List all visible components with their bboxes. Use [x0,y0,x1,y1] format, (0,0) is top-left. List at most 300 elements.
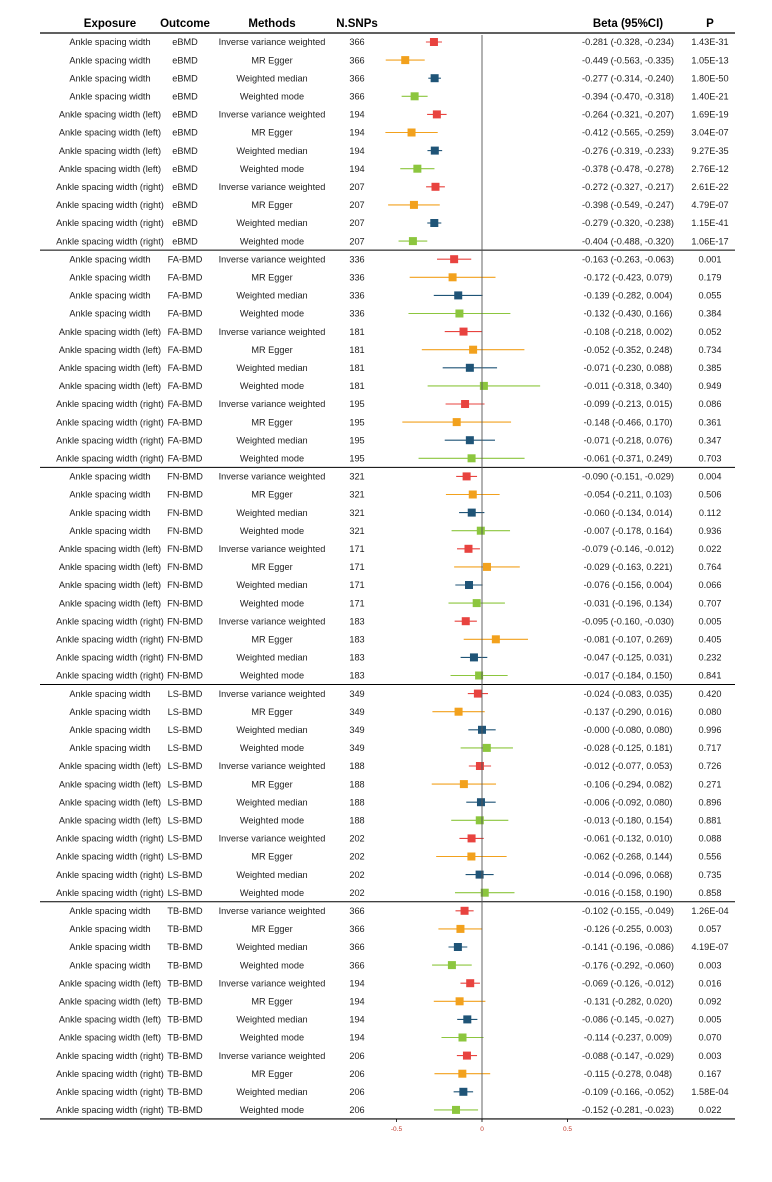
outcome-cell: FA-BMD [167,381,203,392]
method-cell: Weighted mode [239,163,305,174]
point-estimate [458,1070,466,1078]
point-estimate [468,834,476,842]
nsnps-cell: 194 [349,163,365,174]
nsnps-cell: 321 [349,525,365,536]
outcome-cell: TB-BMD [167,1014,203,1025]
beta-ci-cell: -0.024 (-0.083, 0.035) [583,688,673,699]
estimate-mark [428,74,441,82]
exposure-cell: Ankle spacing width (left) [58,163,162,174]
beta-ci-cell: -0.031 (-0.196, 0.134) [583,598,673,609]
p-value-cell: 0.092 [698,996,722,1007]
nsnps-cell: 171 [349,562,365,573]
point-estimate [476,762,484,770]
p-value-cell: 0.405 [698,634,722,645]
method-cell: MR Egger [251,562,293,573]
outcome-cell: FN-BMD [167,544,203,554]
nsnps-cell: 195 [349,417,365,428]
outcome-cell: FA-BMD [167,417,203,428]
beta-ci-cell: -0.172 (-0.423, 0.079) [583,272,673,283]
exposure-cell: Ankle spacing width (left) [58,326,162,337]
beta-ci-cell: -0.061 (-0.132, 0.010) [583,833,673,844]
p-value-cell: 1.80E-50 [691,73,729,84]
table-row [69,37,728,47]
point-estimate [409,237,417,245]
beta-ci-cell: -0.394 (-0.470, -0.318) [582,91,674,102]
exposure-cell: Ankle spacing width [69,272,151,283]
exposure-cell: Ankle spacing width [69,525,151,536]
table-row [69,508,721,518]
nsnps-cell: 195 [349,435,365,446]
outcome-cell: TB-BMD [167,906,203,916]
p-value-cell: 1.40E-21 [691,91,729,102]
nsnps-cell: 194 [349,1014,365,1025]
method-cell: Inverse variance weighted [218,616,326,627]
p-value-cell: 0.361 [698,417,722,428]
estimate-mark [460,979,479,987]
estimate-mark [432,708,484,716]
table-row [59,544,722,554]
table-row [59,978,722,988]
method-cell: Weighted mode [239,815,305,826]
beta-ci-cell: -0.028 (-0.125, 0.181) [583,743,673,754]
outcome-cell: LS-BMD [167,833,203,844]
beta-ci-cell: -0.109 (-0.166, -0.052) [582,1087,674,1097]
beta-ci-cell: -0.071 (-0.218, 0.076) [583,435,673,446]
point-estimate [459,1034,467,1042]
nsnps-cell: 321 [349,471,365,482]
method-cell: Inverse variance weighted [218,326,326,337]
method-cell: Weighted median [236,1087,308,1097]
exposure-cell: Ankle spacing width [69,73,151,84]
beta-ci-cell: -0.076 (-0.156, 0.004) [583,580,673,591]
point-estimate [470,653,478,661]
method-cell: Inverse variance weighted [218,182,326,192]
method-cell: Weighted median [236,507,308,518]
outcome-cell: LS-BMD [167,797,203,808]
point-estimate [468,509,476,517]
point-estimate [468,454,476,462]
exposure-cell: Ankle spacing width (left) [58,598,162,609]
p-value-cell: 0.003 [698,960,722,971]
exposure-cell: Ankle spacing width [69,725,151,735]
estimate-mark [455,617,477,625]
table-row [56,1105,721,1115]
table-row [56,399,721,409]
outcome-cell: eBMD [172,145,198,156]
method-cell: Inverse variance weighted [218,761,326,772]
x-tick-label: -0.5 [390,1125,403,1133]
p-value-cell: 0.005 [698,616,722,627]
p-value-cell: 0.088 [698,833,722,844]
estimate-mark [455,907,473,915]
p-value-cell: 0.764 [698,562,722,573]
method-cell: Weighted mode [239,1105,305,1116]
beta-ci-cell: -0.378 (-0.478, -0.278) [582,163,674,174]
p-value-cell: 0.707 [698,598,722,609]
point-estimate [430,38,438,46]
estimate-mark [419,454,525,462]
p-value-cell: 0.167 [698,1068,722,1079]
table-rows [40,37,735,1119]
estimate-mark [446,491,500,499]
point-estimate [431,147,439,155]
nsnps-cell: 349 [349,743,365,754]
nsnps-cell: 183 [349,616,365,627]
nsnps-cell: 206 [349,1087,365,1097]
nsnps-cell: 181 [349,363,365,373]
p-value-cell: 9.27E-35 [691,145,729,156]
estimate-mark [434,1106,478,1114]
nsnps-cell: 349 [349,725,365,735]
beta-ci-cell: -0.106 (-0.294, 0.082) [583,779,673,790]
nsnps-cell: 202 [349,887,365,898]
beta-ci-cell: -0.141 (-0.196, -0.086) [582,942,674,953]
nsnps-cell: 366 [349,960,365,971]
outcome-cell: eBMD [172,182,198,192]
outcome-cell: eBMD [172,127,198,138]
outcome-cell: TB-BMD [167,978,203,989]
nsnps-cell: 207 [349,218,365,229]
outcome-cell: FA-BMD [167,290,203,301]
nsnps-cell: 206 [349,1050,365,1061]
beta-ci-cell: -0.006 (-0.092, 0.080) [583,797,673,808]
point-estimate [433,110,441,118]
point-estimate [460,328,468,336]
exposure-cell: Ankle spacing width [69,37,151,48]
p-value-cell: 0.420 [698,688,722,699]
method-cell: Inverse variance weighted [218,254,326,265]
estimate-mark [457,545,480,553]
beta-ci-cell: -0.014 (-0.096, 0.068) [583,869,673,880]
table-row [59,562,722,572]
estimate-mark [427,219,441,227]
outcome-cell: eBMD [172,236,198,247]
table-row [69,924,721,934]
beta-ci-cell: -0.281 (-0.328, -0.234) [582,37,674,48]
estimate-mark [446,400,485,408]
beta-ci-cell: -0.163 (-0.263, -0.063) [582,254,674,265]
estimate-mark [468,690,488,698]
exposure-cell: Ankle spacing width [69,942,151,953]
beta-ci-cell: -0.132 (-0.430, 0.166) [583,308,673,319]
method-cell: Weighted median [236,652,308,663]
point-estimate [460,780,468,788]
p-value-cell: 0.001 [698,254,722,265]
p-value-cell: 1.58E-04 [691,1087,729,1097]
p-value-cell: 0.016 [698,978,722,989]
method-cell: MR Egger [251,489,293,500]
nsnps-cell: 188 [349,761,365,772]
table-row [59,1015,722,1025]
method-cell: MR Egger [251,272,293,283]
p-value-cell: 0.385 [698,363,722,373]
plot-marks [385,35,540,1119]
table-row [56,236,729,246]
table-row [56,671,721,681]
exposure-cell: Ankle spacing width (right) [56,851,164,862]
beta-ci-cell: -0.062 (-0.268, 0.144) [583,851,673,862]
p-value-cell: 0.735 [698,869,722,880]
outcome-cell: TB-BMD [167,1068,203,1079]
table-row [56,870,721,880]
table-row [59,110,729,120]
exposure-cell: Ankle spacing width [69,254,151,265]
exposure-cell: Ankle spacing width (left) [58,562,162,573]
table-row [69,526,721,536]
p-value-cell: 0.347 [698,435,722,446]
outcome-cell: FN-BMD [167,670,203,681]
p-value-cell: 2.76E-12 [691,163,729,174]
header-exposure: Exposure [83,18,137,30]
table-row [69,92,728,102]
method-cell: Inverse variance weighted [218,109,326,120]
p-value-cell: 1.26E-04 [691,906,729,916]
outcome-cell: TB-BMD [167,1105,203,1116]
outcome-cell: eBMD [172,91,198,102]
method-cell: MR Egger [251,851,293,862]
exposure-cell: Ankle spacing width (right) [56,218,164,229]
p-value-cell: 0.232 [698,652,722,663]
method-cell: MR Egger [251,996,293,1007]
p-value-cell: 0.086 [698,399,722,410]
beta-ci-cell: -0.090 (-0.151, -0.029) [582,471,674,482]
exposure-cell: Ankle spacing width (left) [58,779,162,790]
p-value-cell: 0.022 [698,544,722,554]
point-estimate [453,418,461,426]
point-estimate [456,925,464,933]
table-row [69,309,721,319]
method-cell: MR Egger [251,127,293,138]
table-row [59,345,722,355]
exposure-cell: Ankle spacing width (left) [58,1014,162,1025]
point-estimate [462,617,470,625]
outcome-cell: FN-BMD [167,616,203,627]
beta-ci-cell: -0.279 (-0.320, -0.238) [582,218,674,229]
beta-ci-cell: -0.412 (-0.565, -0.259) [582,127,674,138]
estimate-mark [402,418,511,426]
beta-ci-cell: -0.264 (-0.321, -0.207) [582,109,674,120]
table-row [56,834,721,844]
method-cell: Inverse variance weighted [218,37,326,48]
table-row [69,273,721,283]
beta-ci-cell: -0.017 (-0.184, 0.150) [583,670,673,681]
beta-ci-cell: -0.047 (-0.125, 0.031) [583,652,673,663]
beta-ci-cell: -0.012 (-0.077, 0.053) [583,761,673,772]
nsnps-cell: 206 [349,1105,365,1116]
outcome-cell: eBMD [172,55,198,66]
exposure-cell: Ankle spacing width (right) [56,453,164,464]
nsnps-cell: 171 [349,580,365,591]
method-cell: Weighted mode [239,743,305,754]
outcome-cell: LS-BMD [167,815,203,826]
nsnps-cell: 195 [349,399,365,410]
nsnps-cell: 194 [349,109,365,120]
exposure-cell: Ankle spacing width (left) [58,761,162,772]
method-cell: MR Egger [251,779,293,790]
outcome-cell: TB-BMD [167,1032,203,1043]
estimate-mark [443,364,497,372]
point-estimate [452,1106,460,1114]
table-row [69,490,721,500]
point-estimate [431,74,439,82]
point-estimate [449,273,457,281]
estimate-mark [459,509,484,517]
p-value-cell: 0.022 [698,1105,722,1116]
nsnps-cell: 366 [349,37,365,48]
header-beta-ci: Beta (95%CI) [592,18,664,30]
exposure-cell: Ankle spacing width (left) [58,544,162,554]
nsnps-cell: 336 [349,290,365,301]
p-value-cell: 0.004 [698,471,722,482]
table-row [69,73,728,83]
nsnps-cell: 195 [349,453,365,464]
nsnps-cell: 188 [349,815,365,826]
beta-ci-cell: -0.088 (-0.147, -0.029) [582,1050,674,1061]
exposure-cell: Ankle spacing width (right) [56,1087,164,1097]
point-estimate [454,943,462,951]
point-estimate [477,527,485,535]
nsnps-cell: 194 [349,996,365,1007]
estimate-mark [461,653,488,661]
header-outcome: Outcome [160,18,210,30]
nsnps-cell: 366 [349,91,365,102]
point-estimate [477,798,485,806]
method-cell: MR Egger [251,1068,293,1079]
beta-ci-cell: -0.061 (-0.371, 0.249) [583,453,673,464]
exposure-cell: Ankle spacing width [69,290,151,301]
beta-ci-cell: -0.115 (-0.278, 0.048) [583,1068,673,1079]
exposure-cell: Ankle spacing width [69,489,151,500]
point-estimate [455,708,463,716]
exposure-cell: Ankle spacing width (left) [58,109,162,120]
exposure-cell: Ankle spacing width (right) [56,887,164,898]
table-row [69,707,721,717]
beta-ci-cell: -0.277 (-0.314, -0.240) [582,73,674,84]
outcome-cell: FN-BMD [167,489,203,500]
p-value-cell: 0.179 [698,272,722,283]
estimate-mark [466,798,495,806]
table-row [56,454,721,464]
beta-ci-cell: -0.148 (-0.466, 0.170) [583,417,673,428]
method-cell: Weighted median [236,218,308,229]
p-value-cell: 0.005 [698,1014,722,1025]
method-cell: Weighted mode [239,91,305,102]
beta-ci-cell: -0.276 (-0.319, -0.233) [582,145,674,156]
point-estimate [431,183,439,191]
estimate-mark [456,472,477,480]
table-row [56,182,729,192]
exposure-cell: Ankle spacing width (left) [58,797,162,808]
outcome-cell: eBMD [172,37,198,48]
beta-ci-cell: -0.081 (-0.107, 0.269) [583,634,673,645]
exposure-cell: Ankle spacing width [69,471,151,482]
estimate-mark [426,38,442,46]
point-estimate [464,545,472,553]
exposure-cell: Ankle spacing width (left) [58,978,162,989]
exposure-cell: Ankle spacing width (left) [58,815,162,826]
point-estimate [463,1015,471,1023]
table-row [56,653,721,663]
estimate-mark [454,563,520,571]
nsnps-cell: 181 [349,381,365,392]
outcome-cell: LS-BMD [167,887,203,898]
outcome-cell: TB-BMD [167,942,203,953]
beta-ci-cell: -0.176 (-0.292, -0.060) [582,960,674,971]
x-axis [376,1119,572,1133]
point-estimate [463,472,471,480]
beta-ci-cell: -0.011 (-0.318, 0.340) [583,381,673,392]
table-row [59,381,722,391]
p-value-cell: 1.15E-41 [691,218,729,229]
point-estimate [483,563,491,571]
beta-ci-cell: -0.099 (-0.213, 0.015) [583,399,673,410]
nsnps-cell: 183 [349,652,365,663]
outcome-cell: TB-BMD [167,924,203,935]
nsnps-cell: 321 [349,507,365,518]
estimate-mark [451,672,508,680]
beta-ci-cell: -0.029 (-0.163, 0.221) [583,562,673,573]
exposure-cell: Ankle spacing width (right) [56,435,164,446]
point-estimate [411,92,419,100]
point-estimate [465,581,473,589]
point-estimate [461,907,469,915]
outcome-cell: FA-BMD [167,435,203,446]
table-row [56,1087,729,1097]
nsnps-cell: 336 [349,254,365,265]
method-cell: Weighted mode [239,308,305,319]
outcome-cell: TB-BMD [167,1050,203,1061]
exposure-cell: Ankle spacing width [69,308,151,319]
point-estimate [466,364,474,372]
table-row [56,417,721,427]
beta-ci-cell: -0.016 (-0.158, 0.190) [583,887,673,898]
estimate-mark [455,889,515,897]
x-tick-label: 0 [480,1125,484,1133]
outcome-cell: FA-BMD [167,344,203,355]
beta-ci-cell: -0.108 (-0.218, 0.002) [583,326,673,337]
p-value-cell: 0.066 [698,580,722,591]
estimate-mark [454,1088,473,1096]
table-row [59,363,722,373]
p-value-cell: 0.841 [698,670,722,681]
beta-ci-cell: -0.079 (-0.146, -0.012) [582,544,674,554]
outcome-cell: eBMD [172,218,198,229]
method-cell: Weighted median [236,797,308,808]
outcome-cell: FN-BMD [167,562,203,573]
p-value-cell: 0.057 [698,924,722,935]
method-cell: Weighted mode [239,236,305,247]
estimate-mark [448,599,504,607]
estimate-mark [388,201,440,209]
nsnps-cell: 336 [349,308,365,319]
estimate-mark [469,762,491,770]
estimate-mark [400,165,434,173]
method-cell: MR Egger [251,200,293,211]
nsnps-cell: 181 [349,326,365,337]
nsnps-cell: 206 [349,1068,365,1079]
method-cell: Inverse variance weighted [218,471,326,482]
beta-ci-cell: -0.152 (-0.281, -0.023) [582,1105,674,1116]
point-estimate [463,1052,471,1060]
outcome-cell: eBMD [172,200,198,211]
estimate-mark [459,834,483,842]
estimate-mark [441,1034,483,1042]
exposure-cell: Ankle spacing width [69,706,151,717]
estimate-mark [452,527,510,535]
point-estimate [448,961,456,969]
nsnps-cell: 202 [349,869,365,880]
outcome-cell: FA-BMD [167,326,203,337]
